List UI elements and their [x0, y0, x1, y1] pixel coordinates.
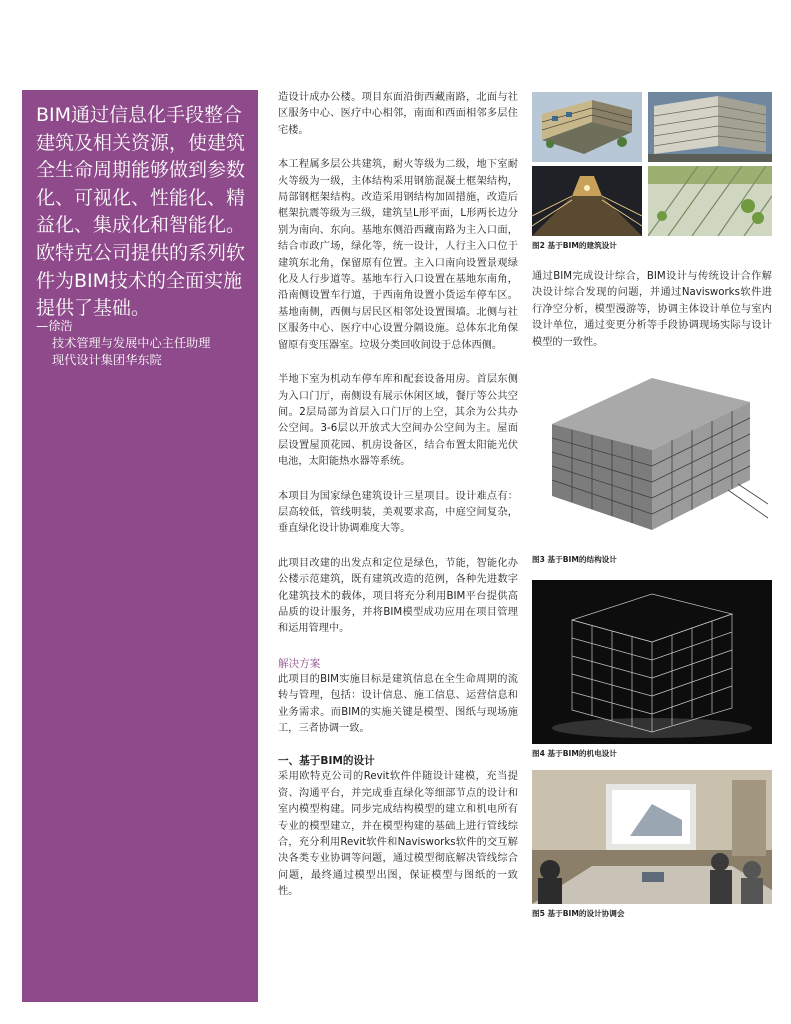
figure-5	[532, 770, 772, 919]
paragraph: 本项目为国家绿色建筑设计三星项目。设计难点有：层高较低，管线明装，美观要求高，中庭空间复杂，垂直绿化设计协调难度大等。	[278, 490, 518, 535]
quote-sidebar	[22, 90, 258, 1002]
figure-caption: 图2 基于BIM的建筑设计	[532, 241, 617, 250]
paragraph: 此项目改建的出发点和定位是绿色，节能，智能化办公楼示范建筑，既有建筑改造的范例，各种先进数字化建筑技术的载体，项目将充分利用BIM平台提供高品质的设计服务，并将BIM模型成功应用在项目管理和运用管理中。	[278, 557, 518, 635]
render-photo	[532, 92, 642, 162]
figure-3	[532, 372, 772, 565]
section-heading-design: 一、基于BIM的设计	[278, 755, 375, 768]
paragraph: 半地下室为机动车停车库和配套设备用房。首层东侧为入口门厅，南侧设有展示休闲区域，餐厅等公共空间。2层局部为首层入口门厅的上空，其余为公共办公空间。3-6层以开放式大空间办公空间为主。屋面层设置屋顶花园、机房设备区，结合布置太阳能光伏电池，太阳能热水器等系统。	[278, 374, 518, 468]
figure-text: 通过BIM完成设计综合，BIM设计与传统设计合作解决设计综合发现的问题，并通过Navisworks软件进行净空分析，模型漫游等，协调主体设计单位与室内设计单位，通过变更分析等手段协调现场实际与设计模型的一致性。	[532, 271, 772, 348]
quote-attribution	[36, 318, 256, 369]
figure-4	[532, 580, 772, 759]
paragraph: 造设计成办公楼。项目东面沿街西藏南路，北面与社区服务中心、医疗中心相邻，南面和西面相邻多层住宅楼。	[278, 92, 518, 136]
figure-caption: 图4 基于BIM的机电设计	[532, 749, 617, 758]
author-name: —徐浩	[36, 319, 73, 333]
figure-2	[532, 92, 772, 351]
render-photo	[648, 166, 772, 236]
author-role-1: 技术管理与发展中心主任助理	[52, 336, 211, 350]
render-photo	[532, 166, 642, 236]
render-photo	[648, 92, 772, 162]
mep-model-image	[532, 580, 772, 744]
meeting-photo	[532, 770, 772, 904]
author-role-2: 现代设计集团华东院	[52, 353, 162, 367]
paragraph: 本工程属多层公共建筑，耐火等级为二级，地下室耐火等级为一级，主体结构采用钢筋混凝土框架结构，局部钢框架结构。改造采用钢结构加固措施，改造后框架抗震等级为三级，建筑呈L形平面，L形两长边分别为南向、东向。基地东侧沿西藏南路为主入口面，结合市政广场，绿化等，统一设计，人行主入口位于建筑东北角，保留原有位置。主入口南向设置景观绿化及人行步道等。基地车行入口设置在基地东南角，沿南侧设置车行道，于西南角设置小货运车停车区。基地南侧，西侧与居民区相邻处设置围墙。北侧与社区服务中心、医疗中心设置分隔设施。总体东北角保留原有变压器室。垃圾分类回收间设于总体西侧。	[278, 159, 518, 351]
structure-model-image	[532, 372, 772, 550]
paragraph: 采用欧特克公司的Revit软件伴随设计建模，充当提资、沟通平台，并完成垂直绿化等细部节点的设计和室内模型构建。同步完成结构模型的建立和机电所有专业的模型建立，并在模型构建的基础上进行管线综合，充分利用Revit软件和Navisworks软件的交互解决各类专业协调等问题，通过模型彻底解决管线综合问题，最终通过模型出图，保证模型与图纸的一致性。	[278, 771, 518, 898]
figure-caption: 图5 基于BIM的设计协调会	[532, 909, 625, 918]
section-heading-solution: 解决方案	[278, 657, 321, 670]
figure-caption: 图3 基于BIM的结构设计	[532, 555, 617, 564]
pull-quote: BIM通过信息化手段整合建筑及相关资源，使建筑全生命周期能够做到参数化、可视化、性能化、精益化、集成化和智能化。欧特克公司提供的系列软件为BIM技术的全面实施提供了基础。	[36, 104, 246, 320]
paragraph: 此项目的BIM实施目标是建筑信息在全生命周期的流转与管理，包括：设计信息、施工信息、运营信息和业务需求。而BIM的实施关键是模型、图纸与现场施工，三者协调一致。	[278, 673, 518, 734]
article-body	[278, 90, 518, 919]
